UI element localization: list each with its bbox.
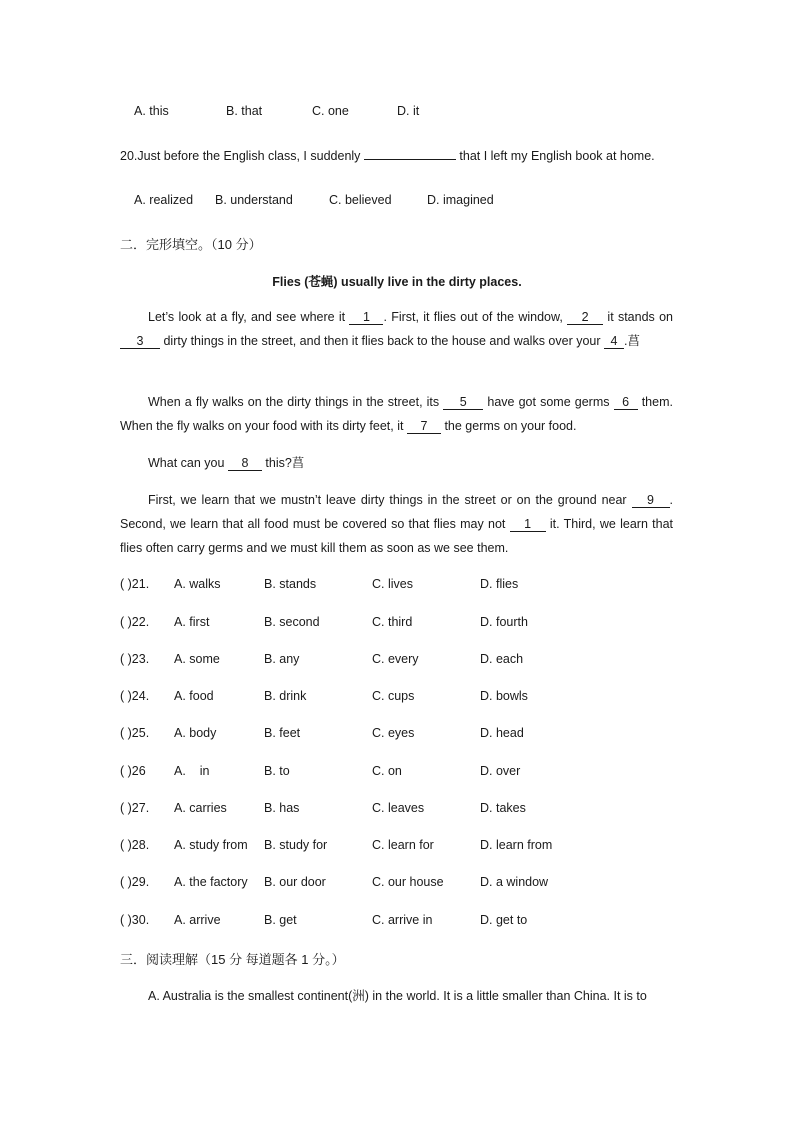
question-row: [120, 801, 680, 819]
p2-text-2: have got some germs: [487, 395, 610, 409]
option-c: C. eyes: [372, 726, 415, 740]
p4-text-1: First, we learn that we mustn’t leave dirty things in the street or on the ground near: [148, 493, 627, 507]
p1-text-2: . First, it flies out of the window,: [383, 310, 563, 324]
p2-text-1: When a fly walks on the dirty things in the street, its: [148, 395, 440, 409]
question-row: [120, 615, 680, 633]
answer-paren: ( )29.: [120, 875, 150, 889]
q19-option-b: B. that: [226, 104, 263, 118]
passage-paragraph-2: [120, 390, 673, 438]
question-row: [120, 652, 680, 670]
answer-paren: ( )27.: [120, 801, 150, 815]
p2-text-4: the germs on your food.: [444, 419, 577, 433]
option-c: C. third: [372, 615, 413, 629]
answer-paren: ( )30.: [120, 913, 150, 927]
question-row: [120, 838, 680, 856]
q20-option-b: B. understand: [215, 193, 293, 207]
option-b: B. drink: [264, 689, 307, 703]
option-b: B. feet: [264, 726, 301, 740]
blank-7: 7: [407, 419, 441, 434]
q20-option-c: C. believed: [329, 193, 392, 207]
q20-answer-blank: [364, 159, 456, 160]
option-d: D. a window: [480, 875, 549, 889]
question-row: [120, 726, 680, 744]
passage-title: Flies (苍蝇) usually live in the dirty places.: [272, 275, 522, 289]
option-b: B. any: [264, 652, 300, 666]
option-c: C. leaves: [372, 801, 425, 815]
option-c: C. arrive in: [372, 913, 433, 927]
p4-text-2: . Second, we learn that all food must be covered so that flies may not: [120, 493, 673, 531]
answer-paren: ( )28.: [120, 838, 150, 852]
option-d: D. bowls: [480, 689, 528, 703]
answer-paren: ( )23.: [120, 652, 150, 666]
q20-option-a: A. realized: [134, 193, 194, 207]
q20-option-d: D. imagined: [427, 193, 494, 207]
section-3-heading: 三．阅读理解（15 分 每道题各 1 分。）: [120, 952, 345, 967]
q19-option-d: D. it: [397, 104, 420, 118]
p2-text-3: them. When the fly walks on your food with its dirty feet, it: [120, 395, 673, 433]
passage-paragraph-4: [120, 488, 673, 560]
q20-stem: [120, 149, 655, 163]
blank-9: 9: [632, 493, 670, 508]
blank-6: 6: [614, 395, 638, 410]
p3-text-1: What can you: [148, 456, 225, 470]
option-d: D. learn from: [480, 838, 553, 852]
option-b: B. our door: [264, 875, 326, 889]
answer-paren: ( )21.: [120, 577, 150, 591]
option-a: A. walks: [174, 577, 221, 591]
option-c: C. learn for: [372, 838, 434, 852]
reading-text-1: A. Australia is the smallest continent(洲) in the world. It is a little smaller than China. It is to: [148, 989, 647, 1003]
option-a: A. body: [174, 726, 217, 740]
answer-paren: ( )24.: [120, 689, 150, 703]
blank-5: 5: [443, 395, 483, 410]
option-a: A. first: [174, 615, 210, 629]
option-d: D. get to: [480, 913, 528, 927]
p1-text-3: it stands on: [607, 310, 673, 324]
option-a: A. carries: [174, 801, 227, 815]
q19-option-c: C. one: [312, 104, 349, 118]
answer-paren: ( )26: [120, 764, 146, 778]
option-b: B. study for: [264, 838, 328, 852]
reading-paragraph-1: [120, 984, 680, 1008]
option-d: D. takes: [480, 801, 526, 815]
option-c: C. cups: [372, 689, 415, 703]
blank-10: 1: [510, 517, 546, 532]
p1-text-4: dirty things in the street, and then it flies back to the house and walks over your: [163, 334, 601, 348]
q19-option-a: A. this: [134, 104, 169, 118]
option-a: A. food: [174, 689, 214, 703]
option-d: D. head: [480, 726, 524, 740]
option-b: B. stands: [264, 577, 317, 591]
p4-text-3: it. Third, we learn that flies often carry germs and we must kill them as soon as we see them.: [120, 517, 673, 555]
option-a: A. in: [174, 764, 210, 778]
option-a: A. study from: [174, 838, 248, 852]
blank-8: 8: [228, 456, 262, 471]
p3-text-2: this?菖: [265, 456, 305, 470]
blank-1: 1: [349, 310, 383, 325]
option-c: C. our house: [372, 875, 444, 889]
passage-paragraph-3: [120, 451, 673, 475]
question-row: [120, 913, 680, 931]
option-c: C. on: [372, 764, 402, 778]
question-row: [120, 875, 680, 893]
question-row: [120, 764, 680, 782]
option-c: C. lives: [372, 577, 413, 591]
option-a: A. the factory: [174, 875, 248, 889]
option-b: B. get: [264, 913, 297, 927]
option-b: B. has: [264, 801, 300, 815]
blank-3: 3: [120, 334, 160, 349]
question-row: [120, 689, 680, 707]
q20-stem-before: 20.Just before the English class, I suddenly: [120, 149, 361, 163]
answer-paren: ( )22.: [120, 615, 150, 629]
section-2-heading: 二．完形填空。（10 分）: [120, 237, 262, 252]
q20-stem-after: that I left my English book at home.: [459, 149, 655, 163]
question-row: [120, 577, 680, 595]
option-d: D. each: [480, 652, 524, 666]
option-a: A. arrive: [174, 913, 221, 927]
blank-2: 2: [567, 310, 603, 325]
option-c: C. every: [372, 652, 419, 666]
option-a: A. some: [174, 652, 220, 666]
option-b: B. to: [264, 764, 290, 778]
option-b: B. second: [264, 615, 320, 629]
option-d: D. over: [480, 764, 521, 778]
option-d: D. flies: [480, 577, 519, 591]
blank-4: 4: [604, 334, 624, 349]
p1-text-1: Let’s look at a fly, and see where it: [148, 310, 346, 324]
answer-paren: ( )25.: [120, 726, 150, 740]
option-d: D. fourth: [480, 615, 528, 629]
p1-text-5: .菖: [624, 334, 641, 348]
passage-paragraph-1: [120, 305, 673, 353]
